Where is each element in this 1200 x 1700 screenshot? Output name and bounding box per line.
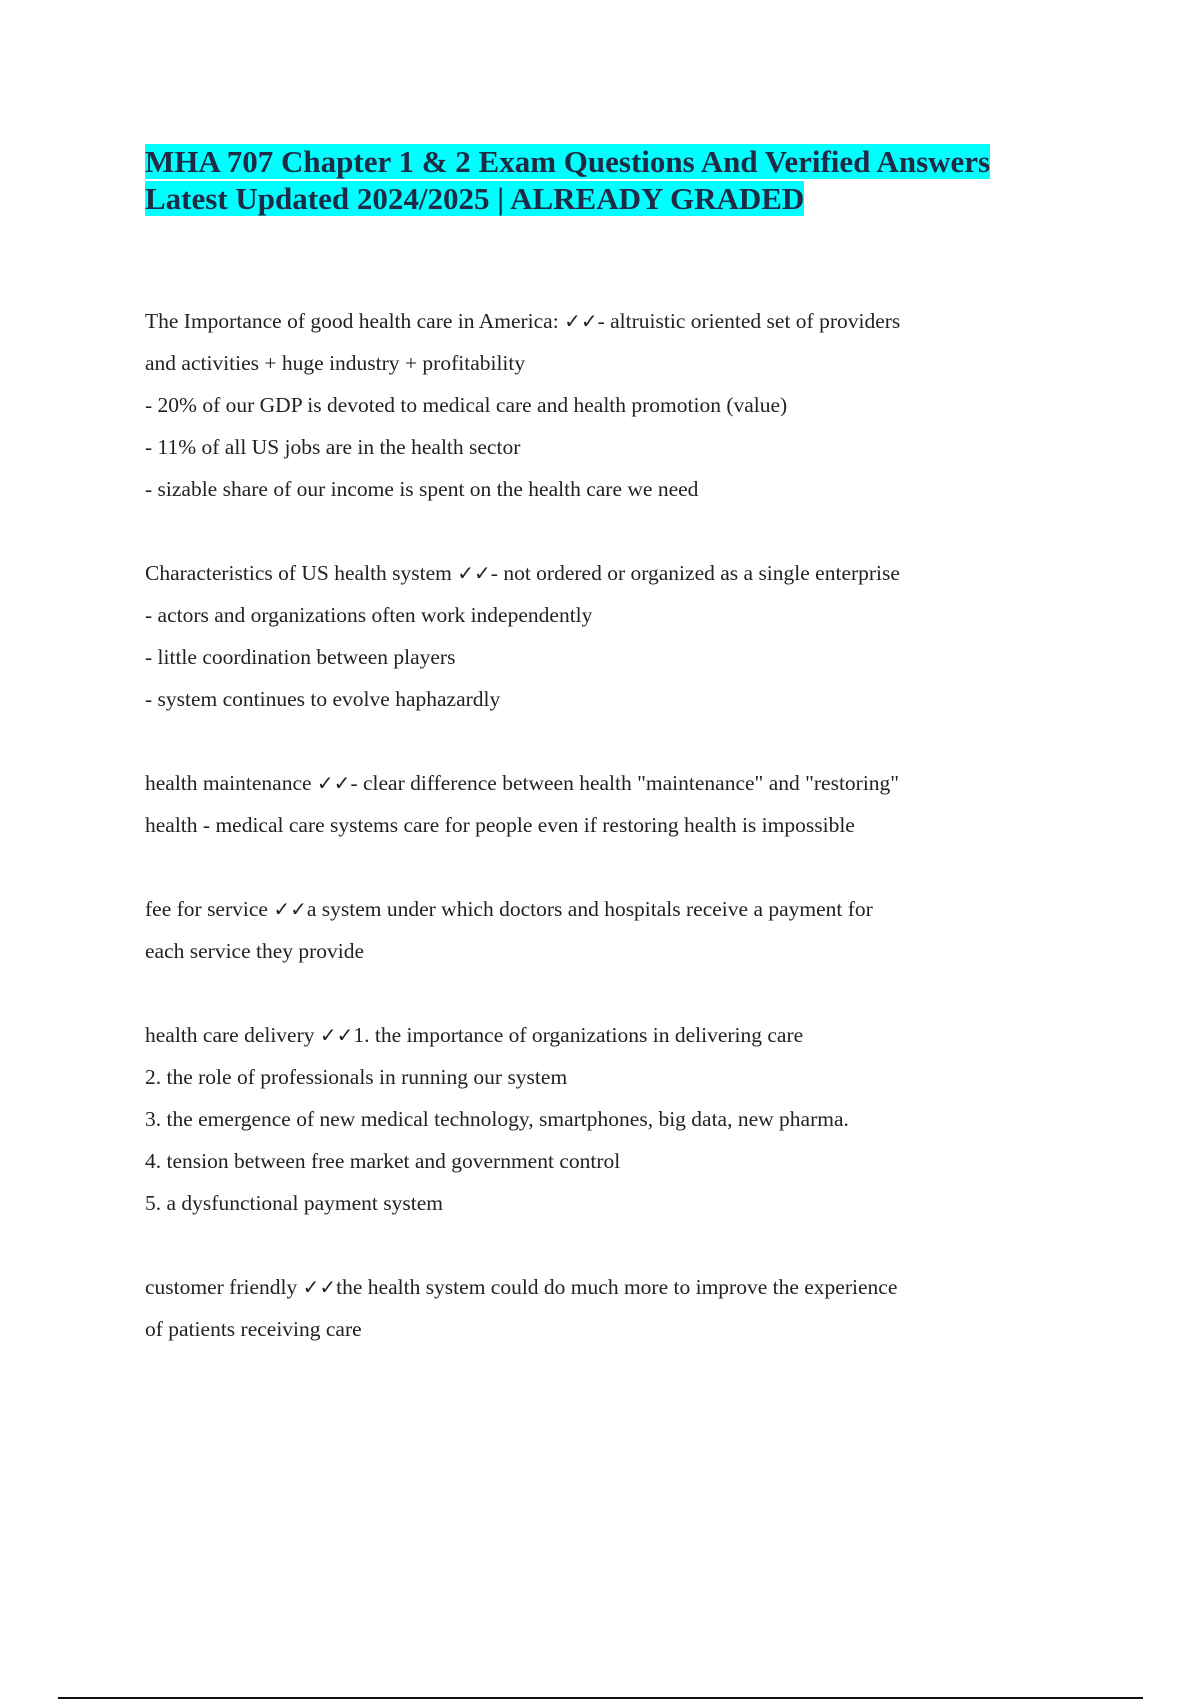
entry-line: - 20% of our GDP is devoted to medical care and health promotion (value) (145, 393, 788, 417)
entry-line: - sizable share of our income is spent on the health care we need (145, 477, 699, 501)
entry-first-line (145, 1014, 1025, 1056)
entry-term: health care delivery (145, 1023, 320, 1047)
entry-answer: - not ordered or organized as a single enterprise (490, 561, 900, 585)
double-check-icon: ✓✓ (273, 897, 307, 921)
entry-line: - system continues to evolve haphazardly (145, 687, 501, 711)
entry-first-line (145, 552, 1025, 594)
entry-line: 4. tension between free market and government control (145, 1149, 621, 1173)
qa-entry-characteristics (145, 552, 1025, 720)
entry-line: 2. the role of professionals in running our system (145, 1065, 568, 1089)
qa-entry-health-maintenance (145, 762, 1025, 846)
entry-line: - little coordination between players (145, 645, 456, 669)
qa-entry-importance (145, 300, 1025, 510)
entry-line: health - medical care systems care for people even if restoring health is impossible (145, 813, 855, 837)
qa-entry-customer-friendly (145, 1266, 1025, 1350)
double-check-icon: ✓✓ (457, 561, 491, 585)
entry-answer: - clear difference between health "maintenance" and "restoring" (350, 771, 900, 795)
qa-entry-fee-for-service (145, 888, 1025, 972)
entry-term: customer friendly (145, 1275, 303, 1299)
entry-term: Characteristics of US health system (145, 561, 458, 585)
double-check-icon: ✓✓ (302, 1275, 337, 1299)
entry-answer: - altruistic oriented set of providers (597, 309, 901, 333)
entry-answer: a system under which doctors and hospitals receive a payment for (306, 897, 873, 921)
title-line-2: Latest Updated 2024/2025 | ALREADY GRADED (145, 181, 805, 216)
entry-answer: the health system could do much more to improve the experience (336, 1275, 898, 1299)
double-check-icon: ✓✓ (564, 309, 598, 333)
qa-entries (145, 300, 1025, 1392)
qa-entry-health-care-delivery (145, 1014, 1025, 1224)
entry-line: - actors and organizations often work independently (145, 603, 593, 627)
entry-term: fee for service (145, 897, 274, 921)
entry-line: each service they provide (145, 939, 365, 963)
page-bottom-divider (58, 1697, 1143, 1699)
entry-line: - 11% of all US jobs are in the health sector (145, 435, 521, 459)
document-title (145, 143, 1045, 217)
double-check-icon: ✓✓ (316, 771, 351, 795)
entry-line: 5. a dysfunctional payment system (145, 1191, 443, 1215)
entry-line: and activities + huge industry + profitability (145, 351, 526, 375)
entry-line: 3. the emergence of new medical technology, smartphones, big data, new pharma. (145, 1107, 849, 1131)
entry-first-line (145, 300, 1025, 342)
entry-term: The Importance of good health care in America: (145, 309, 565, 333)
entry-answer: 1. the importance of organizations in delivering care (353, 1023, 804, 1047)
entry-first-line (145, 888, 1025, 930)
double-check-icon: ✓✓ (319, 1023, 354, 1047)
entry-line: of patients receiving care (145, 1317, 362, 1341)
entry-first-line (145, 762, 1025, 804)
entry-first-line (145, 1266, 1025, 1308)
entry-term: health maintenance (145, 771, 317, 795)
title-line-1: MHA 707 Chapter 1 & 2 Exam Questions And Verified Answers (145, 144, 991, 179)
